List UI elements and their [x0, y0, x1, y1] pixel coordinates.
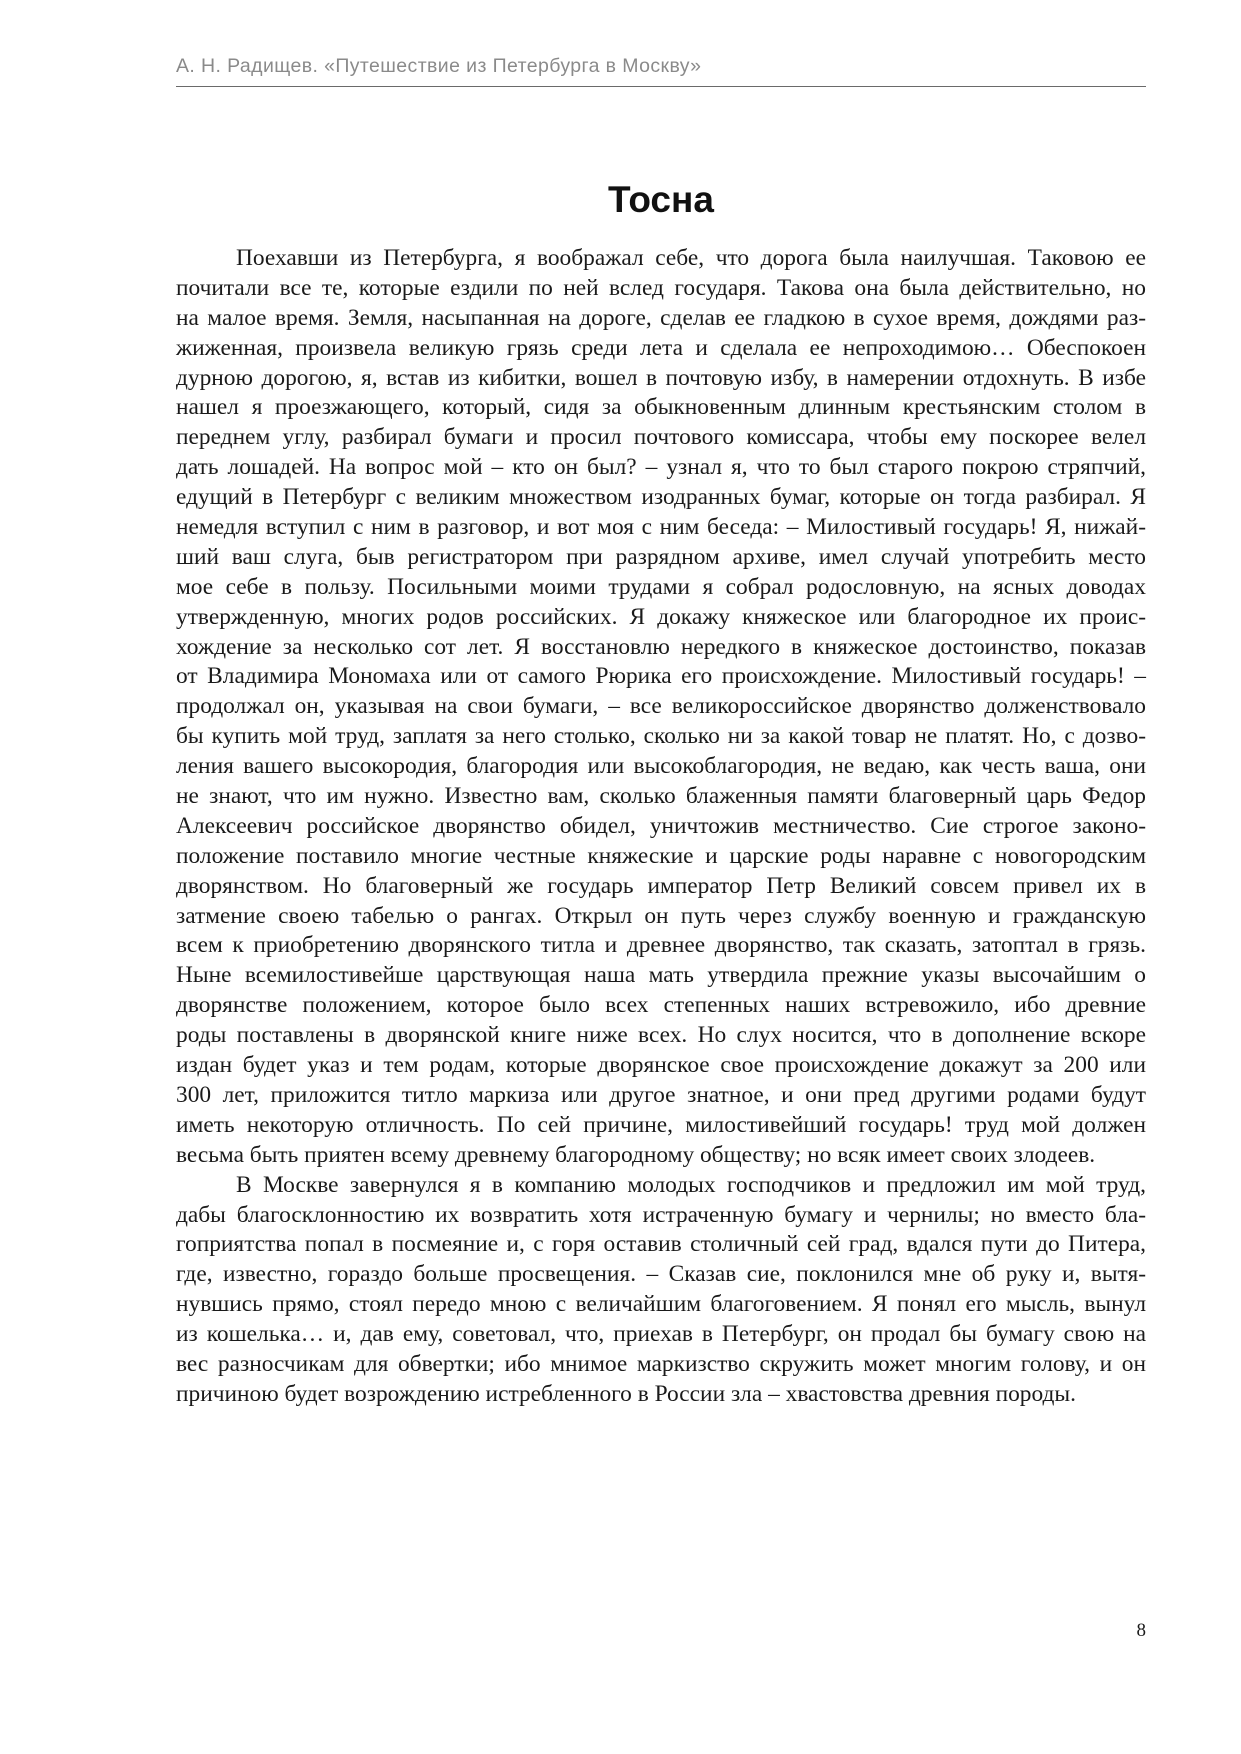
text-line: продолжал он, указывая на свои бумаги, – все великороссийское дворянство долженствовало	[176, 693, 1146, 720]
chapter-title: Тосна	[608, 179, 714, 220]
paragraph-2	[176, 1171, 1146, 1410]
text-line: не знают, что им нужно. Известно вам, сколько блаженныя памяти благоверный царь Федор	[176, 783, 1146, 810]
body-text	[176, 244, 1146, 1410]
text-line: весьма быть приятен всему древнему благородному обществу; но всяк имеет своих злодеев.	[176, 1141, 1096, 1168]
running-header: А. Н. Радищев. «Путешествие из Петербурга в Москву»	[176, 55, 702, 77]
text-line: едущий в Петербург с великим множеством изодранных бумаг, которые он тогда разбирал. Я	[176, 484, 1146, 511]
text-line: дать лошадей. На вопрос мой – кто он был? – узнал я, что то был старого покрою стряпчий,	[176, 454, 1146, 481]
text-line: гоприятства попал в посмеяние и, с горя оставив столичный сей град, вдался пути до Питера,	[176, 1231, 1146, 1258]
text-line: ления вашего высокородия, благородия или высокоблагородия, не ведаю, как честь ваша, они	[176, 753, 1146, 780]
text-line: издан будет указ и тем родам, которые дворянское свое происхождение докажут за 200 или	[176, 1052, 1146, 1079]
text-line: дворянстве положением, которое было всех степенных наших встревожило, ибо древние	[176, 992, 1146, 1019]
text-line: дурною дорогою, я, встав из кибитки, вошел в почтовую избу, в намерении отдохнуть. В избе	[176, 364, 1146, 391]
text-line: утвержденную, многих родов российских. Я докажу княжеское или благородное их проис-	[176, 603, 1146, 630]
text-line: жиженная, произвела великую грязь среди лета и сделала ее непроходимою… Обеспокоен	[176, 334, 1146, 361]
text-line: бы купить мой труд, заплатя за него столько, сколько ни за какой товар не платят. Но, с дозво-	[176, 723, 1146, 750]
paragraph-1	[176, 244, 1146, 1171]
text-line: иметь некоторую отличность. По сей причине, милостивейший государь! труд мой должен	[176, 1111, 1146, 1138]
text-line: 300 лет, приложится титло маркиза или другое знатное, и они пред другими родами будут	[176, 1081, 1146, 1108]
text-line: причиною будет возрождению истребленного в России зла – хвастовства древния породы.	[176, 1380, 1076, 1407]
text-line: из кошелька… и, дав ему, советовал, что, приехав в Петербург, он продал бы бумагу свою на	[176, 1321, 1146, 1348]
text-line: нашел я проезжающего, который, сидя за обыкновенным длинным крестьянским столом в	[176, 394, 1146, 421]
text-line: дворянством. Но благоверный же государь император Петр Великий совсем привел их в	[176, 872, 1146, 899]
text-line: В Москве завернулся я в компанию молодых господчиков и предложил им мой труд,	[236, 1171, 1146, 1198]
header-rule	[176, 86, 1146, 87]
text-line: немедля вступил с ним в разговор, и вот моя с ним беседа: – Милостивый государь! Я, нижай-	[176, 514, 1146, 541]
text-line: ший ваш слуга, быв регистратором при разрядном архиве, имел случай употребить место	[176, 543, 1146, 570]
text-line: где, известно, гораздо больше просвещения. – Сказав сие, поклонился мне об руку и, вытя-	[176, 1261, 1146, 1288]
text-line: Ныне всемилостивейше царствующая наша мать утвердила прежние указы высочайшим о	[176, 962, 1146, 989]
text-line: всем к приобретению дворянского титла и древнее дворянство, так сказать, затоптал в грязь.	[176, 932, 1146, 959]
text-line: вес разносчикам для обвертки; ибо мнимое маркизство скружить может многим голову, и он	[176, 1350, 1146, 1377]
text-line: от Владимира Мономаха или от самого Рюрика его происхождение. Милостивый государь! –	[176, 663, 1146, 690]
text-line: роды поставлены в дворянской книге ниже всех. Но слух носится, что в дополнение вскоре	[176, 1022, 1146, 1049]
text-line: хождение за несколько сот лет. Я восстановлю нередкого в княжеское достоинство, показав	[176, 633, 1146, 660]
text-line: Поехавши из Петербурга, я воображал себе, что дорога была наилучшая. Таковою ее	[236, 245, 1146, 271]
page-number: 8	[1136, 1620, 1146, 1641]
text-line: нувшись прямо, стоял передо мною с величайшим благоговением. Я понял его мысль, вынул	[176, 1291, 1146, 1318]
text-line: мое себе в пользу. Посильными моими трудами я собрал родословную, на ясных доводах	[176, 573, 1146, 600]
text-line: переднем углу, разбирал бумаги и просил почтового комиссара, чтобы ему поскорее велел	[176, 424, 1146, 451]
text-line: почитали все те, которые ездили по ней вслед государя. Такова она была действительно, но	[176, 274, 1146, 301]
text-line: на малое время. Земля, насыпанная на дороге, сделав ее гладкою в сухое время, дождями раз-	[176, 304, 1146, 331]
text-line: дабы благосклонностию их возвратить хотя истраченную бумагу и чернилы; но вместо бла-	[176, 1201, 1146, 1228]
text-line: Алексеевич российское дворянство обидел, уничтожив местничество. Сие строгое законо-	[176, 812, 1146, 839]
text-line: затмение своею табелью о рангах. Открыл он путь через службу военную и гражданскую	[176, 902, 1146, 929]
text-line: положение поставило многие честные княжеские и царские роды наравне с новогородским	[176, 842, 1146, 869]
